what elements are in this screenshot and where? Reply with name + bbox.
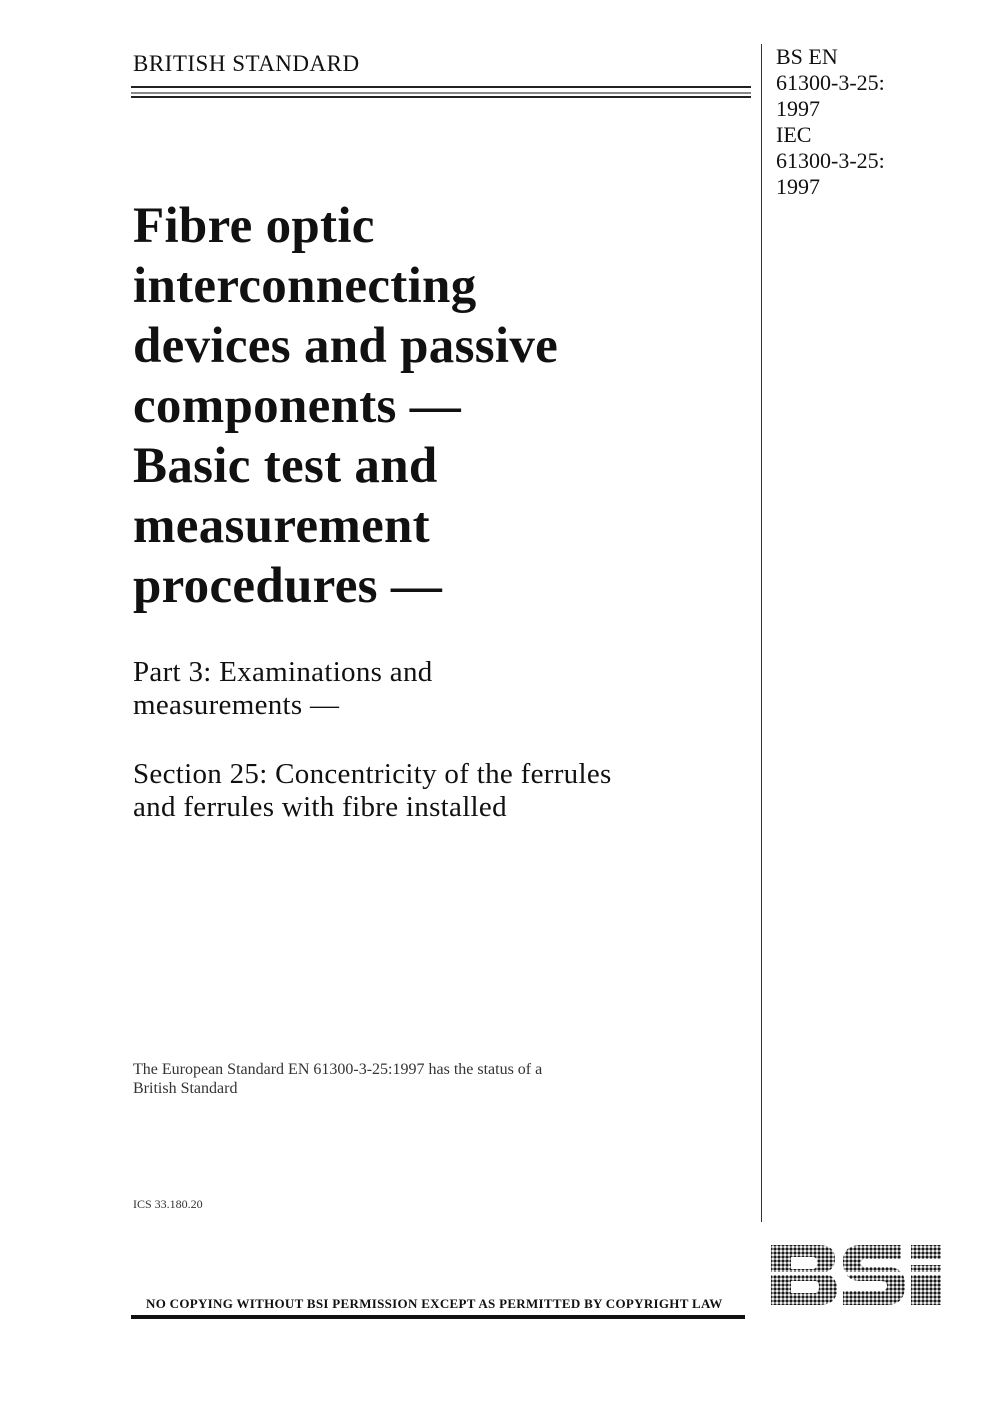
title-line: devices and passive	[133, 318, 559, 374]
column-divider	[761, 44, 762, 1222]
bsi-logo-icon	[769, 1243, 945, 1307]
section-line: and ferrules with fibre installed	[133, 791, 507, 823]
document-series-label: BRITISH STANDARD	[133, 51, 360, 76]
footer-rule	[131, 1315, 745, 1319]
designation-line: 61300-3-25:	[776, 148, 885, 173]
status-line: British Standard	[133, 1080, 238, 1097]
designation-line: 61300-3-25:	[776, 70, 885, 95]
ics-code: ICS 33.180.20	[133, 1197, 203, 1211]
part-subtitle	[133, 656, 753, 722]
header-rule	[131, 86, 751, 100]
section-line: Section 25: Concentricity of the ferrules	[133, 758, 612, 790]
standard-designation	[776, 44, 976, 200]
designation-line: 1997	[776, 96, 820, 121]
title-line: components —	[133, 378, 462, 434]
title-line: Fibre optic	[133, 198, 375, 254]
title-line: measurement	[133, 498, 430, 554]
designation-line: BS EN	[776, 44, 838, 69]
title-line: interconnecting	[133, 258, 477, 314]
copyright-notice: NO COPYING WITHOUT BSI PERMISSION EXCEPT AS PERMITTED BY COPYRIGHT LAW	[146, 1296, 723, 1311]
title-line: procedures —	[133, 558, 443, 614]
section-subtitle	[133, 758, 753, 824]
status-statement	[133, 1060, 693, 1098]
designation-line: 1997	[776, 174, 820, 199]
document-title	[133, 196, 753, 616]
designation-line: IEC	[776, 122, 812, 147]
part-line: Part 3: Examinations and	[133, 656, 433, 688]
title-line: Basic test and	[133, 438, 438, 494]
status-line: The European Standard EN 61300-3-25:1997 has the status of a	[133, 1061, 543, 1078]
part-line: measurements —	[133, 689, 340, 721]
